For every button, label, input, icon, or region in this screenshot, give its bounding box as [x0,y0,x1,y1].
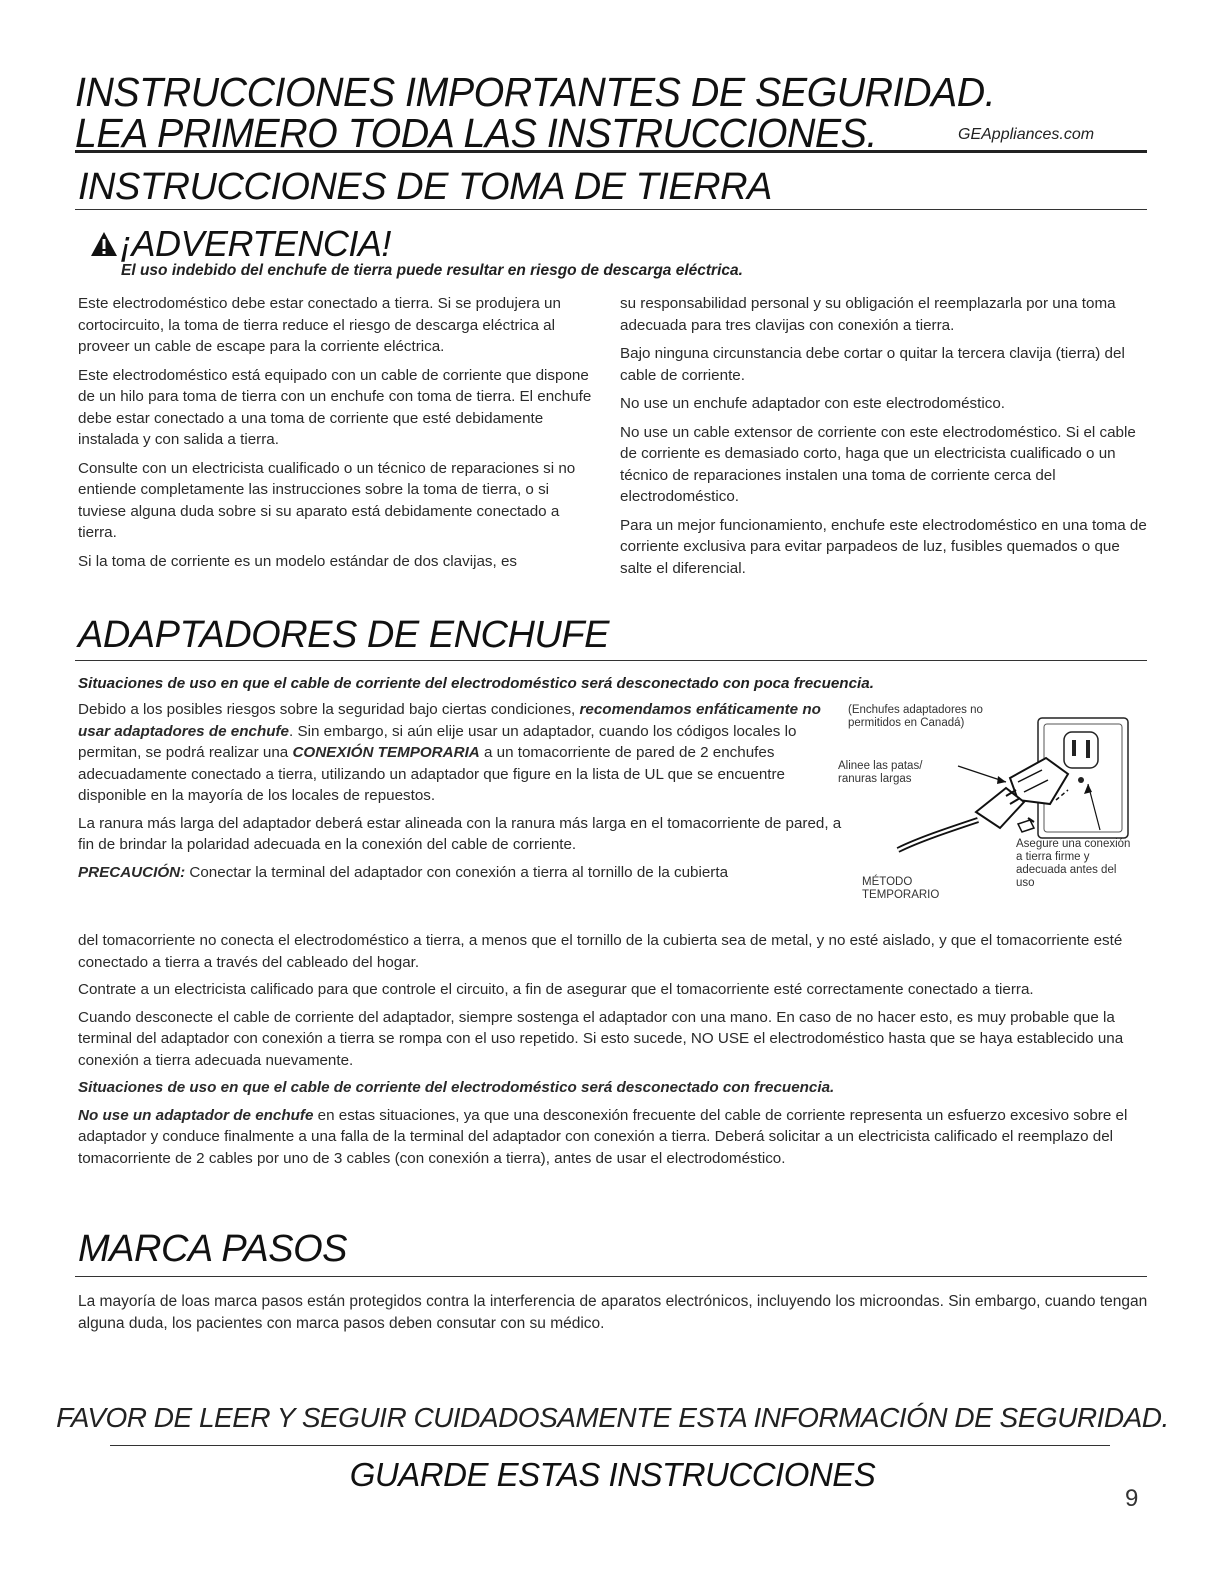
caution-label: PRECAUCIÓN: [78,863,186,881]
warning-subtitle: El uso indebido del enchufe de tierra puede resultar en riesgo de descarga eléctrica. [121,262,743,279]
adapters-paragraph [78,699,853,807]
text-run: Conectar la terminal del adaptador con conexión a tierra al tornillo de la cubierta [185,863,729,881]
save-instructions: GUARDE ESTAS INSTRUCCIONES [349,1456,876,1493]
figure-label-not-allowed: (Enchufes adaptadores no permitidos en Canadá) [848,704,983,729]
figure-label-method: MÉTODO TEMPORARIO [862,876,940,901]
figure-label-align: Alinee las patas/ ranuras largas [838,760,923,785]
pacemaker-text: La mayoría de loas marca pasos están protegidos contra la interferencia de aparatos electrónicos, incluyendo los microondas. Sin embargo, cuando tengan alguna duda, los pacientes con marca pasos deben consutar con su médico. [78,1293,1148,1332]
grounding-paragraph: Si la toma de corriente es un modelo estándar de dos clavijas, es [78,552,517,570]
adapters-paragraph: del tomacorriente no conecta el electrodoméstico a tierra, a menos que el tornillo de la cubierta sea de metal, y no esté aislado, y que el tomacorriente esté conectado a tierra a través del cableado del hogar. [78,932,1123,971]
figure-label-ensure: Asegure una conexión a tierra firme y adecuada antes del uso [1016,838,1131,889]
grounding-paragraph: su responsabilidad personal y su obligación el reemplazarla por una toma adecuada para tres clavijas con conexión a tierra. [620,295,1116,334]
safety-reminder: FAVOR DE LEER Y SEGUIR CUIDADOSAMENTE ESTA INFORMACIÓN DE SEGURIDAD. [56,1402,1169,1433]
adapters-intro [78,699,853,889]
grounding-paragraph: Este electrodoméstico debe estar conectado a tierra. Si se produjera un cortocircuito, la toma de tierra reduce el riesgo de descarga eléctrica al proveer un cable de escape para la corriente eléctrica. [78,295,561,355]
grounding-paragraph: No use un enchufe adaptador con este electrodoméstico. [620,395,1005,412]
pacemaker-divider [75,1276,1147,1277]
header-divider [75,150,1147,153]
adapters-paragraph: Cuando desconecte el cable de corriente del adaptador, siempre sostenga el adaptador con una mano. En caso de no hacer esto, es muy probable que la terminal del adaptador con conexión a tierra se rompa con el uso repetido. Si esto sucede, NO USE el electrodoméstico hasta que se haya establecido una conexión a tierra adecuada nuevamente. [78,1008,1124,1069]
adapter-illustration [838,700,1148,910]
website-link[interactable]: GEAppliances.com [958,126,1095,143]
adapters-paragraph: Contrate a un electricista calificado para que controle el circuito, a fin de asegurar que el tomacorriente esté correctamente conectado a tierra. [78,981,1034,998]
grounding-left-column [78,293,598,579]
page-title-line2: LEA PRIMERO TODA LAS INSTRUCCIONES. [75,110,877,156]
footer-divider [110,1445,1110,1446]
text-run: . Sin embargo, si aún elije usar un adaptador, cuando los códigos locales lo permitan, se podrá realizar una [78,722,797,761]
caution-paragraph [78,862,853,884]
adapters-subtitle-infrequent: Situaciones de uso en que el cable de corriente del electrodoméstico será desconectado con poca frecuencia. [78,675,874,692]
grounding-paragraph: Este electrodoméstico está equipado con un cable de corriente que dispone de un hilo para toma de tierra con un enchufe con toma de tierra. El enchufe debe estar conectado a una toma de corriente que esté debidamente instalada y con salida a tierra. [78,366,592,448]
text-run: a un tomacorriente de pared de 2 enchufes adecuadamente conectado a tierra, utilizando un adaptador que figure en la lista de UL que se encuentre disponible en la mayoría de los locales de repuestos. [78,744,785,804]
grounding-paragraph: Para un mejor funcionamiento, enchufe este electrodoméstico en una toma de corriente exclusiva para evitar parpadeos de luz, fusibles quemados o que salte el diferencial. [620,516,1147,577]
warning-heading [90,223,391,264]
adapters-subtitle-frequent: Situaciones de uso en que el cable de corriente del electrodoméstico será desconectado con frecuencia. [78,1079,835,1096]
grounding-divider [75,209,1147,210]
grounding-paragraph: Consulte con un electricista cualificado o un técnico de reparaciones si no entiende completamente las instrucciones sobre la toma de tierra, o si tuviese alguna duda sobre si su aparato está debidamente conectado a tierra. [78,459,576,541]
plug-adapter-drawing [838,700,1148,910]
warning-triangle-icon [90,231,118,257]
text-run: en estas situaciones, ya que una desconexión frecuente del cable de corriente representa un esfuerzo excesivo sobre el adaptador y conduce finalmente a una falla de la terminal del adaptador con conexión a tierra. Deberá solicitar a un electricista calificado el reemplazo del tomacorriente de 2 cables por uno de 3 cables (con conexión a tierra), antes de usar el electrodoméstico. [78,1106,1128,1167]
grounding-section-title: INSTRUCCIONES DE TOMA DE TIERRA [78,166,772,208]
adapters-section-title: ADAPTADORES DE ENCHUFE [78,614,609,656]
grounding-right-column [620,293,1150,586]
text-run: Debido a los posibles riesgos sobre la seguridad bajo ciertas condiciones, [78,701,580,718]
adapters-divider [75,660,1147,661]
adapters-paragraph [78,1105,1148,1170]
emphasis-text: CONEXIÓN TEMPORARIA [292,744,480,761]
pacemaker-section-title: MARCA PASOS [78,1228,347,1270]
page-title-line1: INSTRUCCIONES IMPORTANTES DE SEGURIDAD. [75,69,996,115]
emphasis-text: No use un adaptador de enchufe [78,1106,314,1124]
adapters-continued [78,931,1148,1175]
page-number: 9 [1125,1485,1139,1512]
grounding-paragraph: Bajo ninguna circunstancia debe cortar o quitar la tercera clavija (tierra) del cable de corriente. [620,345,1125,384]
warning-title: ¡ADVERTENCIA! [120,223,391,264]
emphasis-text: recomendamos enfáticamente no usar adaptadores de enchufe [78,701,821,740]
adapters-paragraph: La ranura más larga del adaptador deberá estar alineada con la ranura más larga en el tomacorriente de pared, a fin de brindar la polaridad adecuada en la conexión del cable de corriente. [78,814,842,853]
grounding-paragraph: No use un cable extensor de corriente con este electrodoméstico. Si el cable de corriente es demasiado corto, haga que un electricista cualificado o un técnico de reparaciones instalen una toma de corriente cerca del electrodoméstico. [620,423,1136,505]
